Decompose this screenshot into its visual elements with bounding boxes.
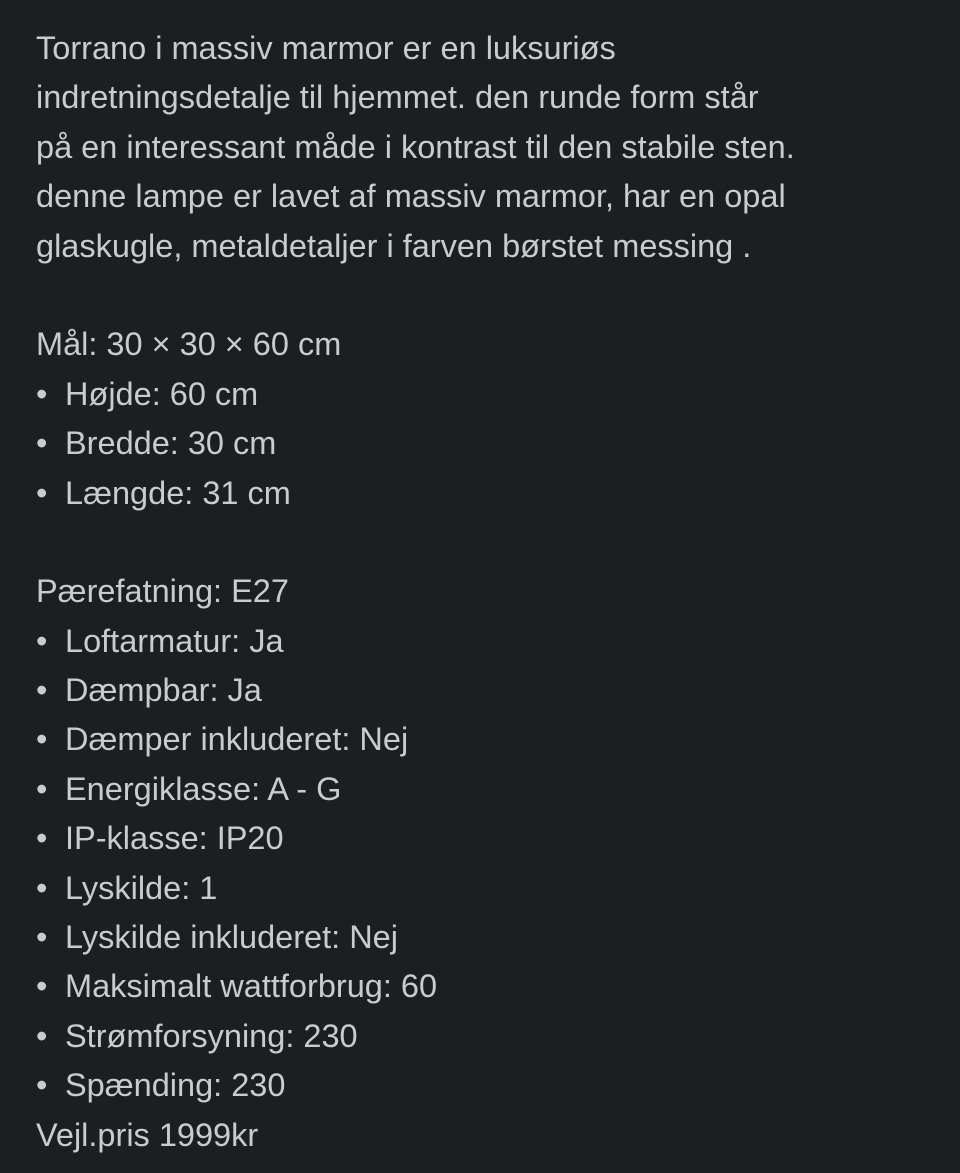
description-line: denne lampe er lavet af massiv marmor, har en opal [36,178,786,215]
description-line: glaskugle, metaldetaljer i farven børstet messing . [36,227,752,264]
spec-item [36,1012,795,1061]
spec-text: Spænding: 230 [65,1067,286,1104]
price: Vejl.pris 1999kr [36,1116,259,1153]
bullet-icon: • [36,820,48,857]
dimensions-heading: Mål: 30 × 30 × 60 cm [36,326,342,363]
dimension-item [36,469,795,518]
spec-text: Lyskilde inkluderet: Nej [65,919,398,956]
bullet-icon: • [36,721,48,758]
spec-item [36,765,795,814]
specs-heading: Pærefatning: E27 [36,573,289,610]
spec-text: Dæmper inkluderet: Nej [65,721,409,758]
dimension-item [36,370,795,419]
bullet-icon: • [36,672,48,709]
description-line: på en interessant måde i kontrast til den stabile sten. [36,128,795,165]
spec-item [36,617,795,666]
spec-text: Lyskilde: 1 [65,869,218,906]
spacer [36,518,795,567]
dimension-text: Højde: 60 cm [65,375,259,412]
spec-item [36,715,795,764]
spec-text: Energiklasse: A - G [65,770,342,807]
description-line: Torrano i massiv marmor er en luksuriøs [36,30,616,66]
spec-item [36,666,795,715]
spec-text: Strømforsyning: 230 [65,1017,358,1054]
dimension-text: Bredde: 30 cm [65,425,277,462]
bullet-icon: • [36,869,48,906]
spec-text: Loftarmatur: Ja [65,622,284,659]
spec-item [36,913,795,962]
spec-item [36,1061,795,1110]
spec-text: Dæmpbar: Ja [65,672,262,709]
bullet-icon: • [36,1067,48,1104]
spec-item [36,814,795,863]
dimension-item [36,419,795,468]
bullet-icon: • [36,375,48,412]
spacer [36,271,795,320]
spec-item [36,864,795,913]
bullet-icon: • [36,919,48,956]
bullet-icon: • [36,474,48,511]
bullet-icon: • [36,770,48,807]
bullet-icon: • [36,425,48,462]
dimension-text: Længde: 31 cm [65,474,291,511]
bullet-icon: • [36,622,48,659]
spec-text: IP-klasse: IP20 [65,820,284,857]
bullet-icon: • [36,1017,48,1054]
spec-text: Maksimalt wattforbrug: 60 [65,968,438,1005]
bullet-icon: • [36,968,48,1005]
spec-item [36,962,795,1011]
description-line: indretningsdetalje til hjemmet. den runde form står [36,79,759,116]
product-description [36,24,795,1160]
